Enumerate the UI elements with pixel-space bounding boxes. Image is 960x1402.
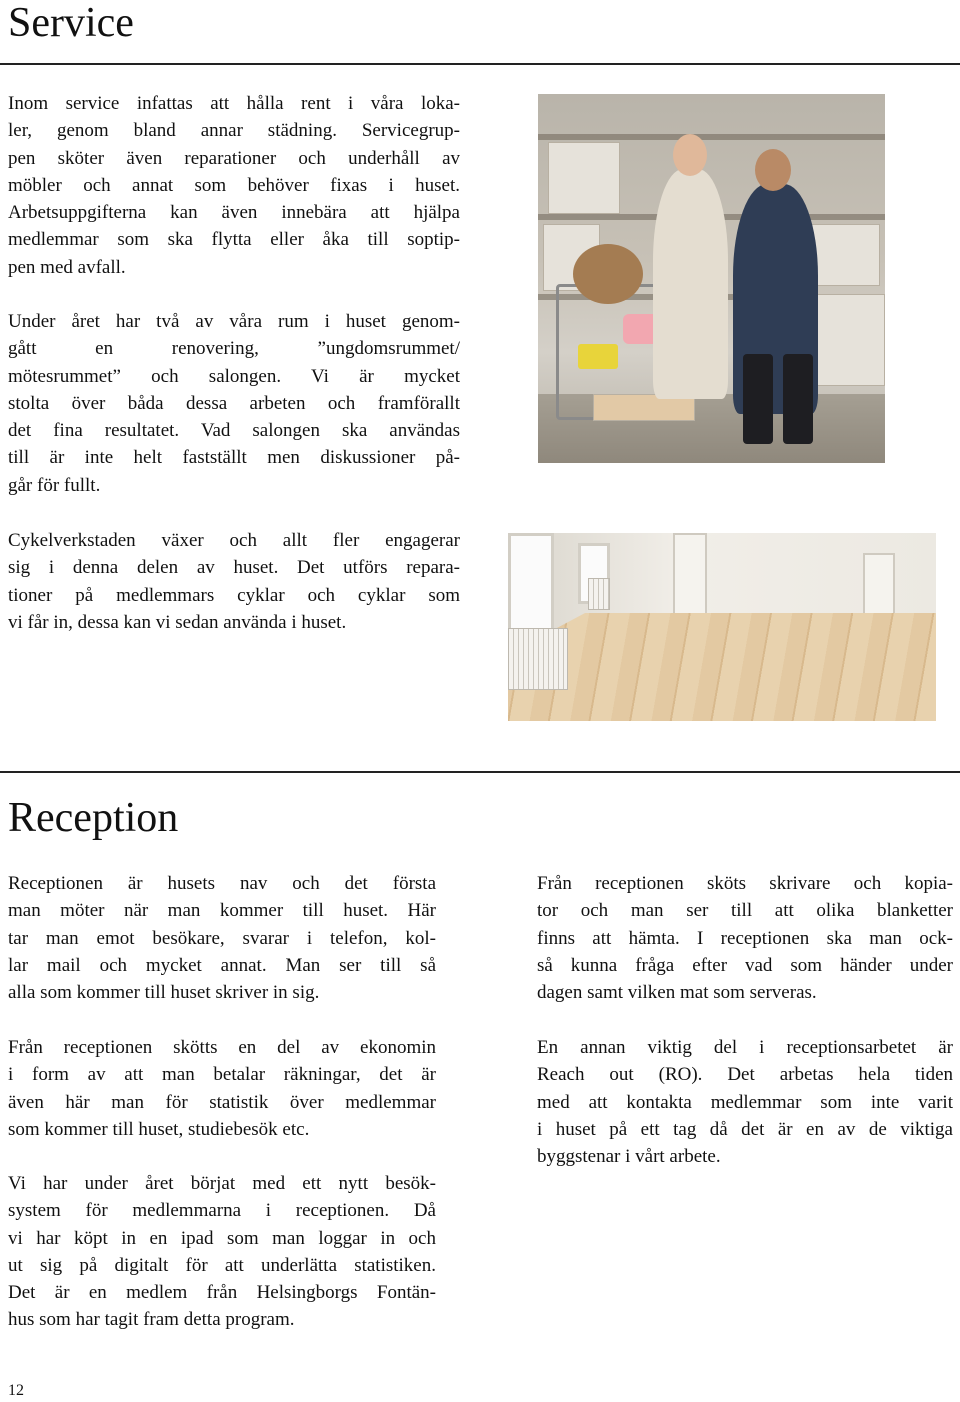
text-line: Vi har under året börjat med ett nytt besök-	[8, 1173, 436, 1194]
text-line: vi har köpt in en ipad som man loggar in och	[8, 1227, 436, 1249]
paragraph	[8, 1170, 436, 1334]
paragraph	[8, 1034, 436, 1143]
text-line: i huset på ett tag då det är en av de viktiga	[537, 1118, 953, 1140]
text-line: stolta över båda dessa arbeten och framförallt	[8, 392, 460, 414]
text-line: Från receptionen sköts skrivare och kopia-	[537, 873, 953, 894]
text-line: möbler och annat som behöver fixas i huset.	[8, 174, 460, 196]
text-line: Receptionen är husets nav och det första	[8, 873, 436, 894]
paragraph	[8, 527, 460, 636]
text-line: Från receptionen skötts en del av ekonomin	[8, 1037, 436, 1058]
text-line: med att kontakta medlemmar som inte varit	[537, 1091, 953, 1113]
text-line: medlemmar som ska flytta eller åka till soptip-	[8, 229, 460, 251]
text-line: byggstenar i vårt arbete.	[537, 1146, 721, 1168]
text-line: ler, genom bland annar städning. Servicegrup-	[8, 120, 460, 142]
text-line: gått en renovering, ”ungdomsrummet/	[8, 338, 460, 360]
text-line: dagen samt vilken mat som serveras.	[537, 982, 817, 1004]
text-line: i form av att man betalar räkningar, det är	[8, 1064, 436, 1086]
salon-photo	[508, 533, 936, 721]
text-line: pen med avfall.	[8, 256, 126, 278]
text-line: så kunna fråga efter vad som händer under	[537, 954, 953, 976]
reception-divider	[0, 771, 960, 773]
text-line: system för medlemmarna i receptionen. Då	[8, 1200, 436, 1222]
store-photo	[538, 94, 885, 463]
text-line: till är inte helt fastställt men diskussioner på-	[8, 447, 460, 469]
text-line: tor och man ser till att olika blanketter	[537, 900, 953, 922]
text-line: vi får in, dessa kan vi sedan använda i huset.	[8, 611, 347, 633]
text-line: Cykelverkstaden växer och allt fler engagerar	[8, 530, 460, 551]
service-title: Service	[8, 0, 134, 46]
text-line: tioner på medlemmars cyklar och cyklar som	[8, 584, 460, 606]
paragraph	[537, 870, 953, 1006]
paragraph	[8, 870, 436, 1006]
text-line: pen sköter även reparationer och underhåll av	[8, 147, 460, 169]
page-number: 12	[8, 1382, 24, 1399]
text-line: Reach out (RO). Det arbetas hela tiden	[537, 1064, 953, 1086]
text-line: sig i denna delen av huset. Det utförs repara-	[8, 557, 460, 579]
service-divider	[0, 63, 960, 65]
text-line: finns att hämta. I receptionen ska man ock-	[537, 927, 953, 949]
paragraph	[8, 308, 460, 499]
text-line: hus som har tagit fram detta program.	[8, 1309, 295, 1331]
text-line: Under året har två av våra rum i huset genom-	[8, 311, 460, 332]
reception-title: Reception	[8, 795, 179, 841]
text-line: Det är en medlem från Helsingborgs Fontän-	[8, 1282, 436, 1304]
text-line: mötesrummet” och salongen. Vi är mycket	[8, 365, 460, 387]
text-line: tar man emot besökare, svarar i telefon, kol-	[8, 927, 436, 949]
text-line: En annan viktig del i receptionsarbetet är	[537, 1037, 953, 1058]
text-line: även här man för statistik över medlemmar	[8, 1091, 436, 1113]
text-line: man möter när man kommer till huset. Här	[8, 900, 436, 922]
text-line: lar mail och mycket annat. Man ser till så	[8, 954, 436, 976]
text-line: ut sig på digitalt för att underlätta statistiken.	[8, 1254, 436, 1276]
paragraph	[8, 90, 460, 281]
text-line: som kommer till huset, studiebesök etc.	[8, 1118, 310, 1140]
text-line: Inom service infattas att hålla rent i våra loka-	[8, 93, 460, 114]
text-line: alla som kommer till huset skriver in sig.	[8, 982, 320, 1004]
paragraph	[537, 1034, 953, 1170]
text-line: går för fullt.	[8, 474, 101, 496]
text-line: det fina resultatet. Vad salongen ska användas	[8, 420, 460, 442]
text-line: Arbetsuppgifterna kan även innebära att hjälpa	[8, 202, 460, 224]
